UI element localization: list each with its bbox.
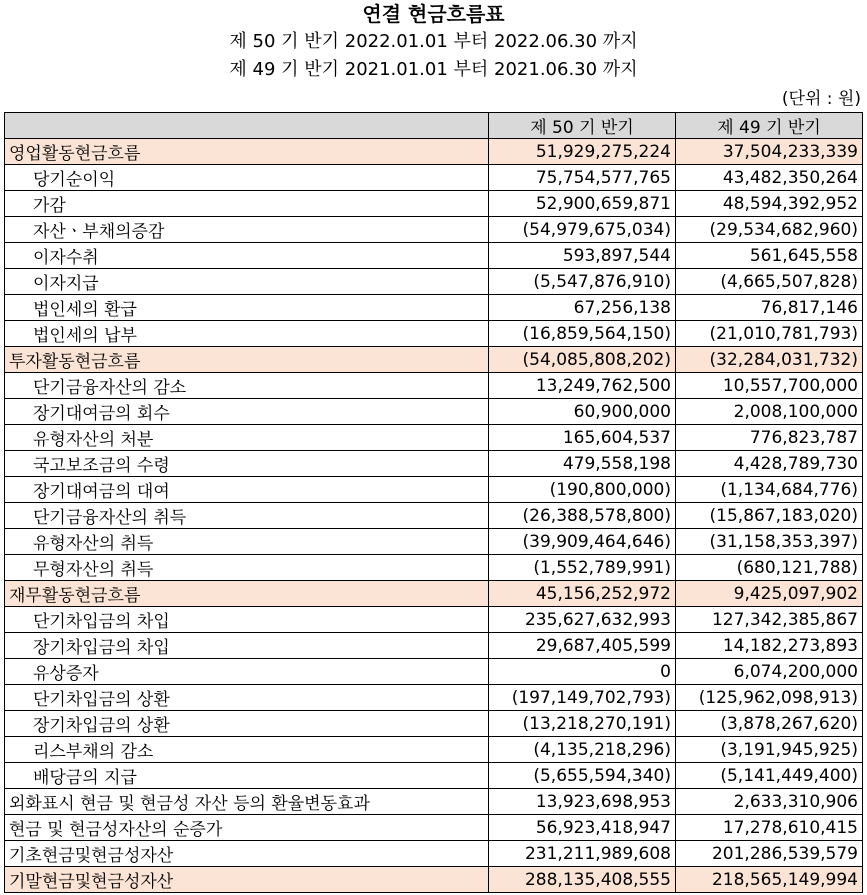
value-prior: (32,284,031,732) <box>676 347 863 373</box>
row-label: 이자지급 <box>5 269 489 295</box>
value-current: (5,655,594,340) <box>489 763 676 789</box>
value-prior: 6,074,200,000 <box>676 659 863 685</box>
table-row <box>5 529 863 555</box>
value-current: (13,218,270,191) <box>489 711 676 737</box>
row-label: 유형자산의 취득 <box>5 529 489 555</box>
row-label: 단기차입금의 상환 <box>5 685 489 711</box>
row-label: 자산ㆍ부채의증감 <box>5 217 489 243</box>
table-row <box>5 295 863 321</box>
period-current: 제 50 기 반기 2022.01.01 부터 2022.06.30 까지 <box>229 31 638 52</box>
value-prior: 37,504,233,339 <box>676 139 863 165</box>
row-label: 장기차입금의 상환 <box>5 711 489 737</box>
row-label: 단기금융자산의 감소 <box>5 373 489 399</box>
row-label: 국고보조금의 수령 <box>5 451 489 477</box>
value-current: 13,923,698,953 <box>489 789 676 815</box>
row-label: 기말현금및현금성자산 <box>5 867 489 893</box>
row-label: 법인세의 환급 <box>5 295 489 321</box>
value-prior: (3,191,945,925) <box>676 737 863 763</box>
table-row <box>5 737 863 763</box>
row-label: 유형자산의 처분 <box>5 425 489 451</box>
value-prior: 218,565,149,994 <box>676 867 863 893</box>
table-row <box>5 321 863 347</box>
value-prior: (29,534,682,960) <box>676 217 863 243</box>
unit-label: (단위 : 원) <box>781 89 861 109</box>
value-prior: 43,482,350,264 <box>676 165 863 191</box>
table-row <box>5 243 863 269</box>
table-row <box>5 399 863 425</box>
value-current: (5,547,876,910) <box>489 269 676 295</box>
table-header-row <box>5 113 863 139</box>
value-current: (54,085,808,202) <box>489 347 676 373</box>
value-prior: (21,010,781,793) <box>676 321 863 347</box>
row-label: 재무활동현금흐름 <box>5 581 489 607</box>
table-row <box>5 815 863 841</box>
value-prior: 4,428,789,730 <box>676 451 863 477</box>
row-label: 무형자산의 취득 <box>5 555 489 581</box>
value-current: (16,859,564,150) <box>489 321 676 347</box>
value-prior: (15,867,183,020) <box>676 503 863 529</box>
table-row <box>5 763 863 789</box>
value-prior: 10,557,700,000 <box>676 373 863 399</box>
table-row <box>5 555 863 581</box>
value-current: 479,558,198 <box>489 451 676 477</box>
value-current: 231,211,989,608 <box>489 841 676 867</box>
table-row <box>5 711 863 737</box>
table-section-row <box>5 581 863 607</box>
value-current: (190,800,000) <box>489 477 676 503</box>
value-prior: (125,962,098,913) <box>676 685 863 711</box>
value-prior: 201,286,539,579 <box>676 841 863 867</box>
value-prior: 76,817,146 <box>676 295 863 321</box>
table-row <box>5 373 863 399</box>
column-header-prior: 제 49 기 반기 <box>676 113 863 139</box>
column-header-current: 제 50 기 반기 <box>489 113 676 139</box>
value-prior: (3,878,267,620) <box>676 711 863 737</box>
period-prior: 제 49 기 반기 2021.01.01 부터 2021.06.30 까지 <box>229 59 638 80</box>
value-current: 52,900,659,871 <box>489 191 676 217</box>
cash-flow-table <box>4 112 863 893</box>
value-current: 51,929,275,224 <box>489 139 676 165</box>
value-prior: (5,141,449,400) <box>676 763 863 789</box>
value-current: (39,909,464,646) <box>489 529 676 555</box>
value-prior: (1,134,684,776) <box>676 477 863 503</box>
value-prior: 48,594,392,952 <box>676 191 863 217</box>
value-current: 593,897,544 <box>489 243 676 269</box>
row-label: 장기차입금의 차입 <box>5 633 489 659</box>
row-label: 투자활동현금흐름 <box>5 347 489 373</box>
value-prior: 561,645,558 <box>676 243 863 269</box>
value-current: 75,754,577,765 <box>489 165 676 191</box>
value-current: (4,135,218,296) <box>489 737 676 763</box>
value-current: 235,627,632,993 <box>489 607 676 633</box>
value-current: (197,149,702,793) <box>489 685 676 711</box>
row-label: 유상증자 <box>5 659 489 685</box>
value-prior: 2,008,100,000 <box>676 399 863 425</box>
row-label: 단기차입금의 차입 <box>5 607 489 633</box>
row-label: 법인세의 납부 <box>5 321 489 347</box>
table-section-row <box>5 867 863 893</box>
row-label: 외화표시 현금 및 현금성 자산 등의 환율변동효과 <box>5 789 489 815</box>
value-prior: (31,158,353,397) <box>676 529 863 555</box>
table-section-row <box>5 347 863 373</box>
table-row <box>5 451 863 477</box>
value-current: 288,135,408,555 <box>489 867 676 893</box>
row-label: 단기금융자산의 취득 <box>5 503 489 529</box>
table-section-row <box>5 139 863 165</box>
value-prior: 9,425,097,902 <box>676 581 863 607</box>
table-row <box>5 165 863 191</box>
table-row <box>5 789 863 815</box>
value-current: 67,256,138 <box>489 295 676 321</box>
value-current: 29,687,405,599 <box>489 633 676 659</box>
table-row <box>5 425 863 451</box>
row-label: 가감 <box>5 191 489 217</box>
value-prior: 776,823,787 <box>676 425 863 451</box>
column-header-label <box>5 113 489 139</box>
table-row <box>5 269 863 295</box>
value-prior: 127,342,385,867 <box>676 607 863 633</box>
table-row <box>5 659 863 685</box>
table-row <box>5 685 863 711</box>
row-label: 이자수취 <box>5 243 489 269</box>
table-row <box>5 841 863 867</box>
value-current: 56,923,418,947 <box>489 815 676 841</box>
value-current: 0 <box>489 659 676 685</box>
value-prior: 2,633,310,906 <box>676 789 863 815</box>
value-prior: 17,278,610,415 <box>676 815 863 841</box>
value-current: (1,552,789,991) <box>489 555 676 581</box>
table-row <box>5 191 863 217</box>
row-label: 장기대여금의 대여 <box>5 477 489 503</box>
row-label: 배당금의 지급 <box>5 763 489 789</box>
value-current: (26,388,578,800) <box>489 503 676 529</box>
table-row <box>5 607 863 633</box>
statement-title: 연결 현금흐름표 <box>362 2 505 26</box>
value-prior: 14,182,273,893 <box>676 633 863 659</box>
table-row <box>5 633 863 659</box>
row-label: 기초현금및현금성자산 <box>5 841 489 867</box>
table-row <box>5 503 863 529</box>
table-row <box>5 217 863 243</box>
row-label: 현금 및 현금성자산의 순증가 <box>5 815 489 841</box>
row-label: 장기대여금의 회수 <box>5 399 489 425</box>
row-label: 리스부채의 감소 <box>5 737 489 763</box>
row-label: 당기순이익 <box>5 165 489 191</box>
value-current: 60,900,000 <box>489 399 676 425</box>
value-prior: (4,665,507,828) <box>676 269 863 295</box>
value-current: 13,249,762,500 <box>489 373 676 399</box>
value-current: 165,604,537 <box>489 425 676 451</box>
row-label: 영업활동현금흐름 <box>5 139 489 165</box>
value-prior: (680,121,788) <box>676 555 863 581</box>
value-current: 45,156,252,972 <box>489 581 676 607</box>
table-row <box>5 477 863 503</box>
value-current: (54,979,675,034) <box>489 217 676 243</box>
